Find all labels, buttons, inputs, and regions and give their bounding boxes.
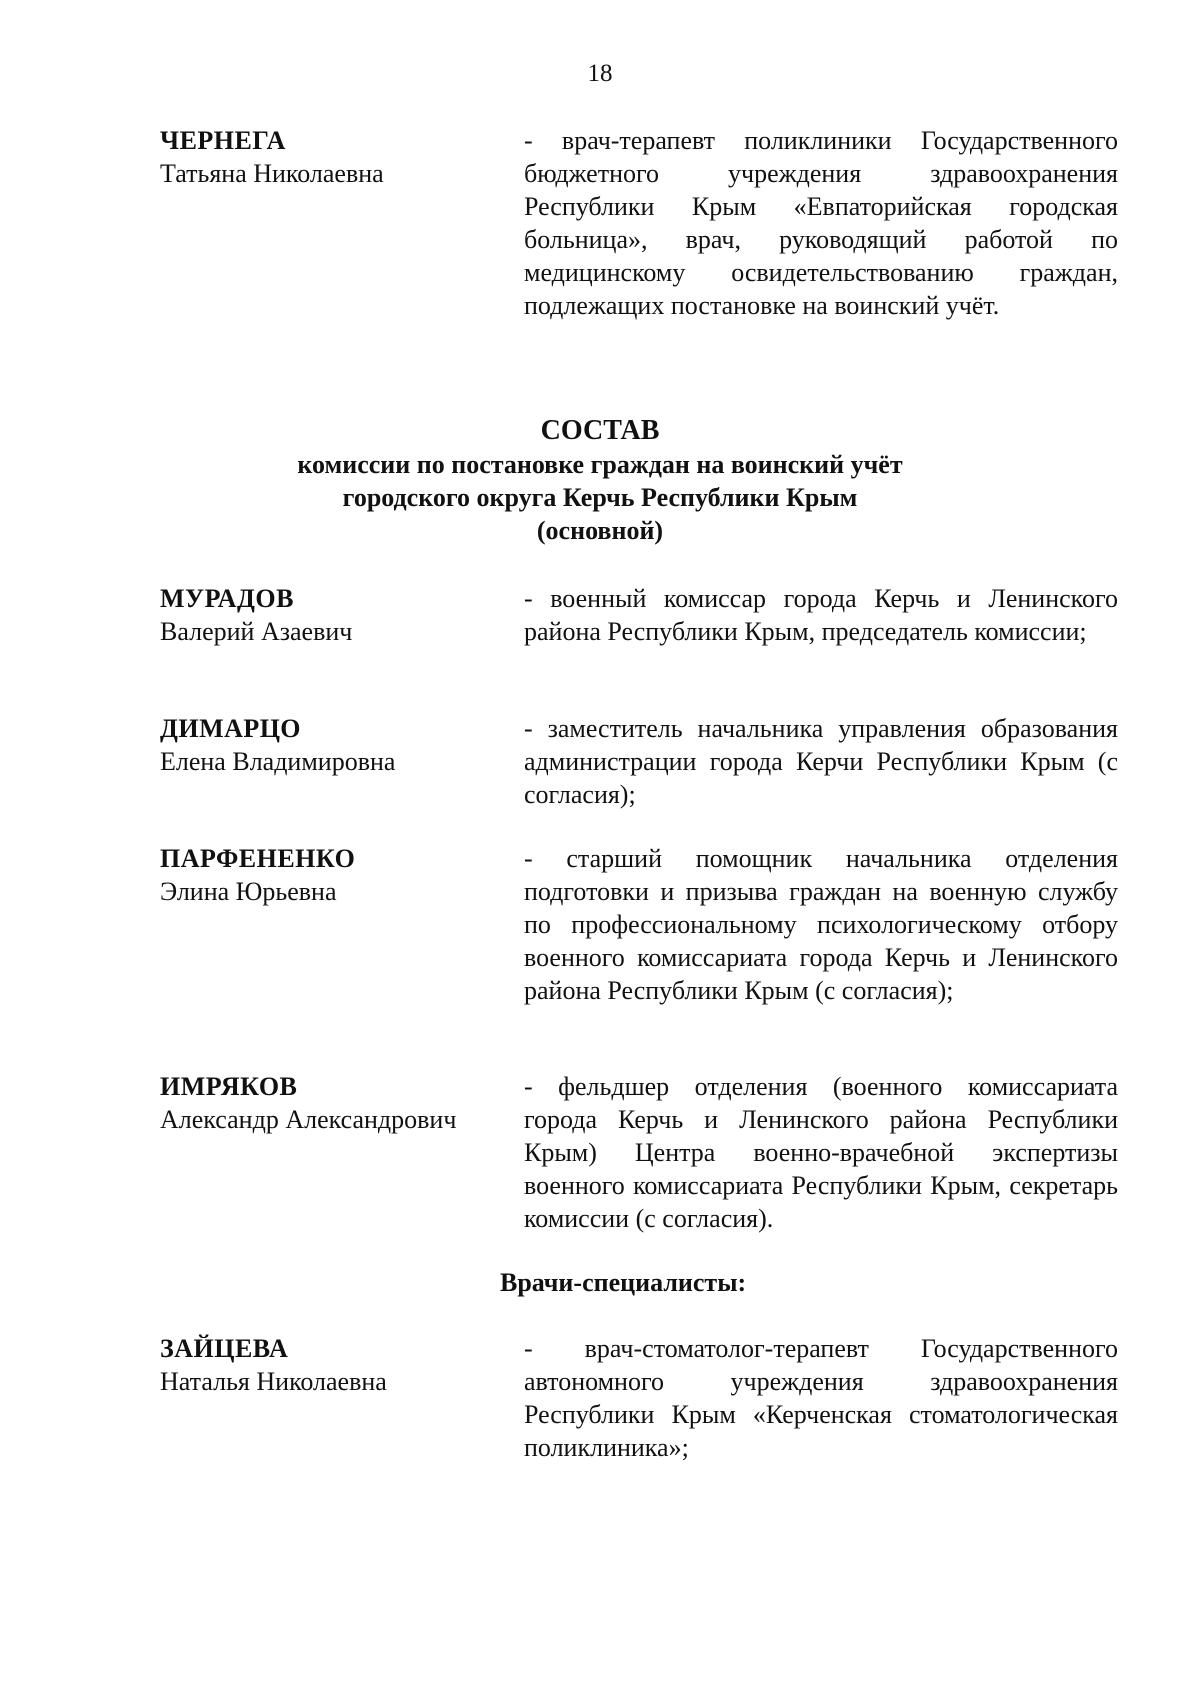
given-names: Наталья Николаевна xyxy=(160,1367,387,1396)
heading-title: СОСТАВ xyxy=(540,415,660,446)
specialists-heading: Врачи-специалисты: xyxy=(500,1268,747,1297)
description: - врач-стоматолог-терапевт Государственного автономного учреждения здравоохранения Республики Крым «Керченская стоматологическая поликлиника»; xyxy=(524,1334,1118,1462)
description: - заместитель начальника управления образования администрации города Керчи Республики Крым (с согласия); xyxy=(524,714,1118,809)
heading-line-3: (основной) xyxy=(536,516,664,545)
surname: ДИМАРЦО xyxy=(160,714,301,743)
given-names: Александр Александрович xyxy=(160,1105,457,1134)
description: - старший помощник начальника отделения подготовки и призыва граждан на военную службу по профессиональному психологическому отбору военного комиссариата города Керчь и Ленинского района Республики Крым (с согласия); xyxy=(524,844,1118,1005)
given-names: Татьяна Николаевна xyxy=(160,159,384,188)
heading-line-1: комиссии по постановке граждан на воинский учёт xyxy=(297,450,903,479)
surname: ПАРФЕНЕНКО xyxy=(160,844,356,873)
heading-subtitle xyxy=(0,448,1200,547)
surname: МУРАДОВ xyxy=(160,584,294,613)
description: - военный комиссар города Керчь и Ленинского района Республики Крым, председатель комиссии; xyxy=(524,584,1118,646)
surname: ЧЕРНЕГА xyxy=(160,126,286,155)
given-names: Элина Юрьевна xyxy=(160,877,337,906)
description: - фельдшер отделения (военного комиссариата города Керчь и Ленинского района Республики Крым) Центра военно-врачебной экспертизы военного комиссариата Республики Крым, секретарь комиссии (с согласия). xyxy=(524,1072,1118,1233)
given-names: Валерий Азаевич xyxy=(160,617,353,646)
heading-line-2: городского округа Керчь Республики Крым xyxy=(342,483,858,512)
surname: ЗАЙЦЕВА xyxy=(160,1334,289,1363)
surname: ИМРЯКОВ xyxy=(160,1072,298,1101)
description: - врач-терапевт поликлиники Государственного бюджетного учреждения здравоохранения Республики Крым «Евпаторийская городская больница», врач, руководящий работой по медицинскому освидетельствованию граждан, подлежащих постановке на воинский учёт. xyxy=(524,126,1118,320)
page-number: 18 xyxy=(587,60,613,87)
given-names: Елена Владимировна xyxy=(160,747,396,776)
